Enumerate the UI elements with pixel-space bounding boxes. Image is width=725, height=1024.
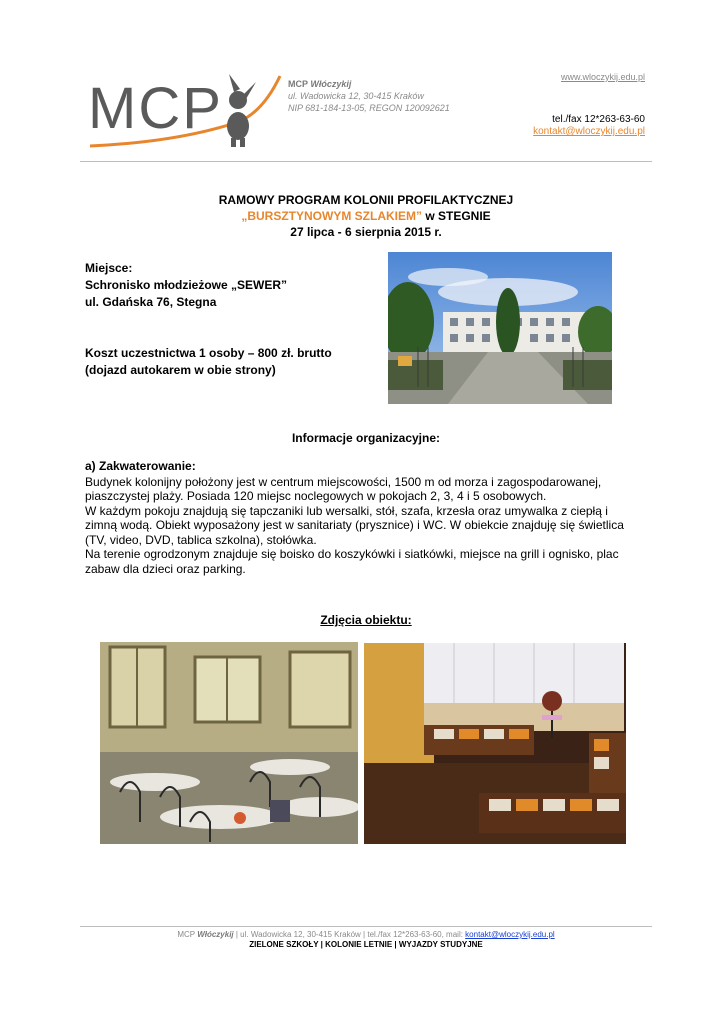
company-info bbox=[288, 78, 450, 114]
photos-heading: Zdjęcia obiektu: bbox=[320, 613, 412, 627]
title-line2: „BURSZTYNOWYM SZLAKIEM” w STEGNIE bbox=[241, 209, 491, 223]
company-registry: NIP 681-184-13-05, REGON 120092621 bbox=[288, 103, 450, 113]
mcp-logo bbox=[88, 72, 284, 152]
website-link-wrap bbox=[561, 72, 645, 82]
contact-block bbox=[533, 114, 645, 138]
footer-line: MCP Włóczykij | ul. Wadowicka 12, 30-415 Kraków | tel./fax 12*263-63-60, mail: kontakt@wloczykij.edu.pl bbox=[177, 930, 555, 939]
bedroom-photo bbox=[364, 643, 626, 844]
place-block bbox=[85, 260, 332, 379]
company-name: MCP Włóczykij bbox=[288, 79, 352, 89]
section-a-title: a) Zakwaterowanie: bbox=[85, 459, 196, 473]
info-line: zabaw dla dzieci oraz parking. bbox=[85, 561, 246, 576]
footer bbox=[80, 930, 652, 950]
document-title bbox=[80, 192, 652, 240]
place-name: Schronisko młodzieżowe „SEWER” bbox=[85, 278, 288, 292]
title-line1: RAMOWY PROGRAM KOLONII PROFILAKTYCZNEJ bbox=[218, 193, 514, 207]
building-photo bbox=[388, 252, 612, 404]
company-address: ul. Wadowicka 12, 30-415 Kraków bbox=[288, 91, 424, 101]
mascot-icon bbox=[227, 74, 256, 147]
phone: tel./fax 12*263-63-60 bbox=[552, 114, 645, 125]
info-line: zimną wodą. Obiekt wyposażony jest w sanitariaty (prysznice) i WC. W obiekcie znajduję się świetlica bbox=[85, 518, 624, 532]
email-link[interactable]: kontakt@wloczykij.edu.pl bbox=[533, 126, 645, 137]
footer-email-link[interactable]: kontakt@wloczykij.edu.pl bbox=[465, 930, 555, 939]
info-line: W każdym pokoju znajdują się tapczaniki lub wersalki, stół, szafa, krzesła oraz umywalka z ciepłą i bbox=[85, 503, 608, 518]
info-line: (TV, video, DVD, tablica szkolna), stołówka. bbox=[85, 532, 317, 547]
place-street: ul. Gdańska 76, Stegna bbox=[85, 295, 217, 309]
cost: Koszt uczestnictwa 1 osoby – 800 zł. brutto bbox=[85, 346, 332, 360]
footer-divider bbox=[80, 926, 652, 927]
accommodation-section bbox=[85, 459, 645, 576]
title-dates: 27 lipca - 6 sierpnia 2015 r. bbox=[290, 225, 442, 239]
bed-3 bbox=[589, 733, 626, 793]
transport: (dojazd autokarem w obie strony) bbox=[85, 363, 276, 377]
logo-text: MCP bbox=[88, 76, 223, 141]
footer-tagline: ZIELONE SZKOŁY | KOLONIE LETNIE | WYJAZDY STUDYJNE bbox=[249, 940, 483, 949]
place-label: Miejsce: bbox=[85, 261, 133, 275]
info-heading: Informacje organizacyjne: bbox=[291, 431, 441, 445]
website-link[interactable]: www.wloczykij.edu.pl bbox=[560, 72, 645, 82]
header-divider bbox=[80, 161, 652, 162]
info-line: Na terenie ogrodzonym znajduje się boisko do koszykówki i siatkówki, miejsce na grill i ognisko, plac bbox=[85, 547, 619, 561]
bed-1 bbox=[424, 725, 534, 755]
dining-room-photo bbox=[100, 642, 358, 844]
info-line: Budynek kolonijny położony jest w centrum miejscowości, 1500 m od morza i zagospodarowanej, bbox=[85, 474, 602, 489]
info-line: piaszczystej plaży. Posiada 120 miejsc noclegowych w pokojach 2, 3, 4 i 5 osobowych. bbox=[85, 489, 547, 503]
bed-2 bbox=[479, 793, 626, 833]
